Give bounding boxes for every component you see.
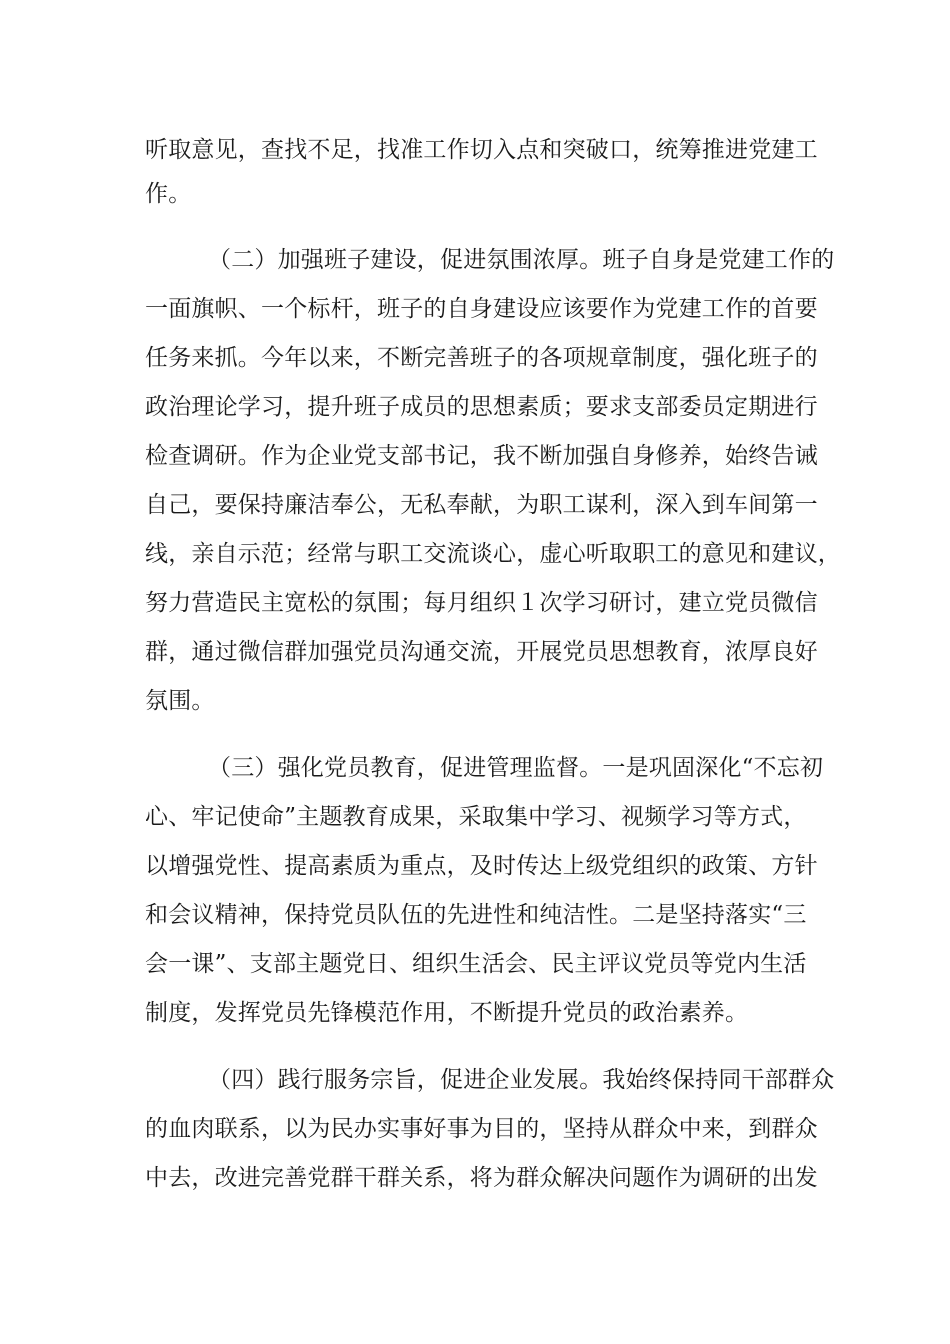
paragraph-3-line-5: 会一课”、支部主题党日、组织生活会、民主评议党员等党内生活 [145, 951, 807, 977]
paragraph-2-line-10: 氛围。 [145, 688, 215, 714]
paragraph-2-line-2: 一面旗帜、一个标杆，班子的自身建设应该要作为党建工作的首要 [145, 296, 818, 322]
paragraph-2-line-5: 检查调研。作为企业党支部书记，我不断加强自身修养，始终告诫 [145, 443, 818, 469]
paragraph-3-line-2: 心、牢记使命”主题教育成果，采取集中学习、视频学习等方式， [145, 804, 807, 830]
paragraph-1-line-1: 听取意见，查找不足，找准工作切入点和突破口，统筹推进党建工 [145, 137, 818, 163]
paragraph-2-line-1: （二）加强班子建设，促进氛围浓厚。班子自身是党建工作的 [208, 247, 835, 273]
paragraph-4-line-2: 的血肉联系，以为民办实事好事为目的，坚持从群众中来，到群众 [145, 1116, 818, 1142]
paragraph-2-line-6: 自己，要保持廉洁奉公，无私奉献，为职工谋利，深入到车间第一 [145, 492, 818, 518]
paragraph-2-line-3: 任务来抓。今年以来，不断完善班子的各项规章制度，强化班子的 [145, 345, 818, 371]
paragraph-2-line-7: 线，亲自示范；经常与职工交流谈心，虚心听取职工的意见和建议， [145, 541, 841, 567]
paragraph-4-line-1: （四）践行服务宗旨，促进企业发展。我始终保持同干部群众 [208, 1067, 835, 1093]
paragraph-2-line-8: 努力营造民主宽松的氛围；每月组织１次学习研讨，建立党员微信 [145, 590, 818, 616]
paragraph-3-line-3: 以增强党性、提高素质为重点，及时传达上级党组织的政策、方针 [145, 853, 818, 879]
paragraph-1-line-2: 作。 [145, 181, 192, 207]
paragraph-3-line-1: （三）强化党员教育，促进管理监督。一是巩固深化“不忘初 [208, 755, 824, 781]
paragraph-2-line-4: 政治理论学习，提升班子成员的思想素质；要求支部委员定期进行 [145, 394, 818, 420]
paragraph-3-line-4: 和会议精神，保持党员队伍的先进性和纯洁性。二是坚持落实“三 [145, 902, 807, 928]
paragraph-3-line-6: 制度，发挥党员先锋模范作用，不断提升党员的政治素养。 [145, 1000, 749, 1026]
paragraph-4-line-3: 中去，改进完善党群干群关系，将为群众解决问题作为调研的出发 [145, 1165, 818, 1191]
paragraph-2-line-9: 群，通过微信群加强党员沟通交流，开展党员思想教育，浓厚良好 [145, 639, 818, 665]
